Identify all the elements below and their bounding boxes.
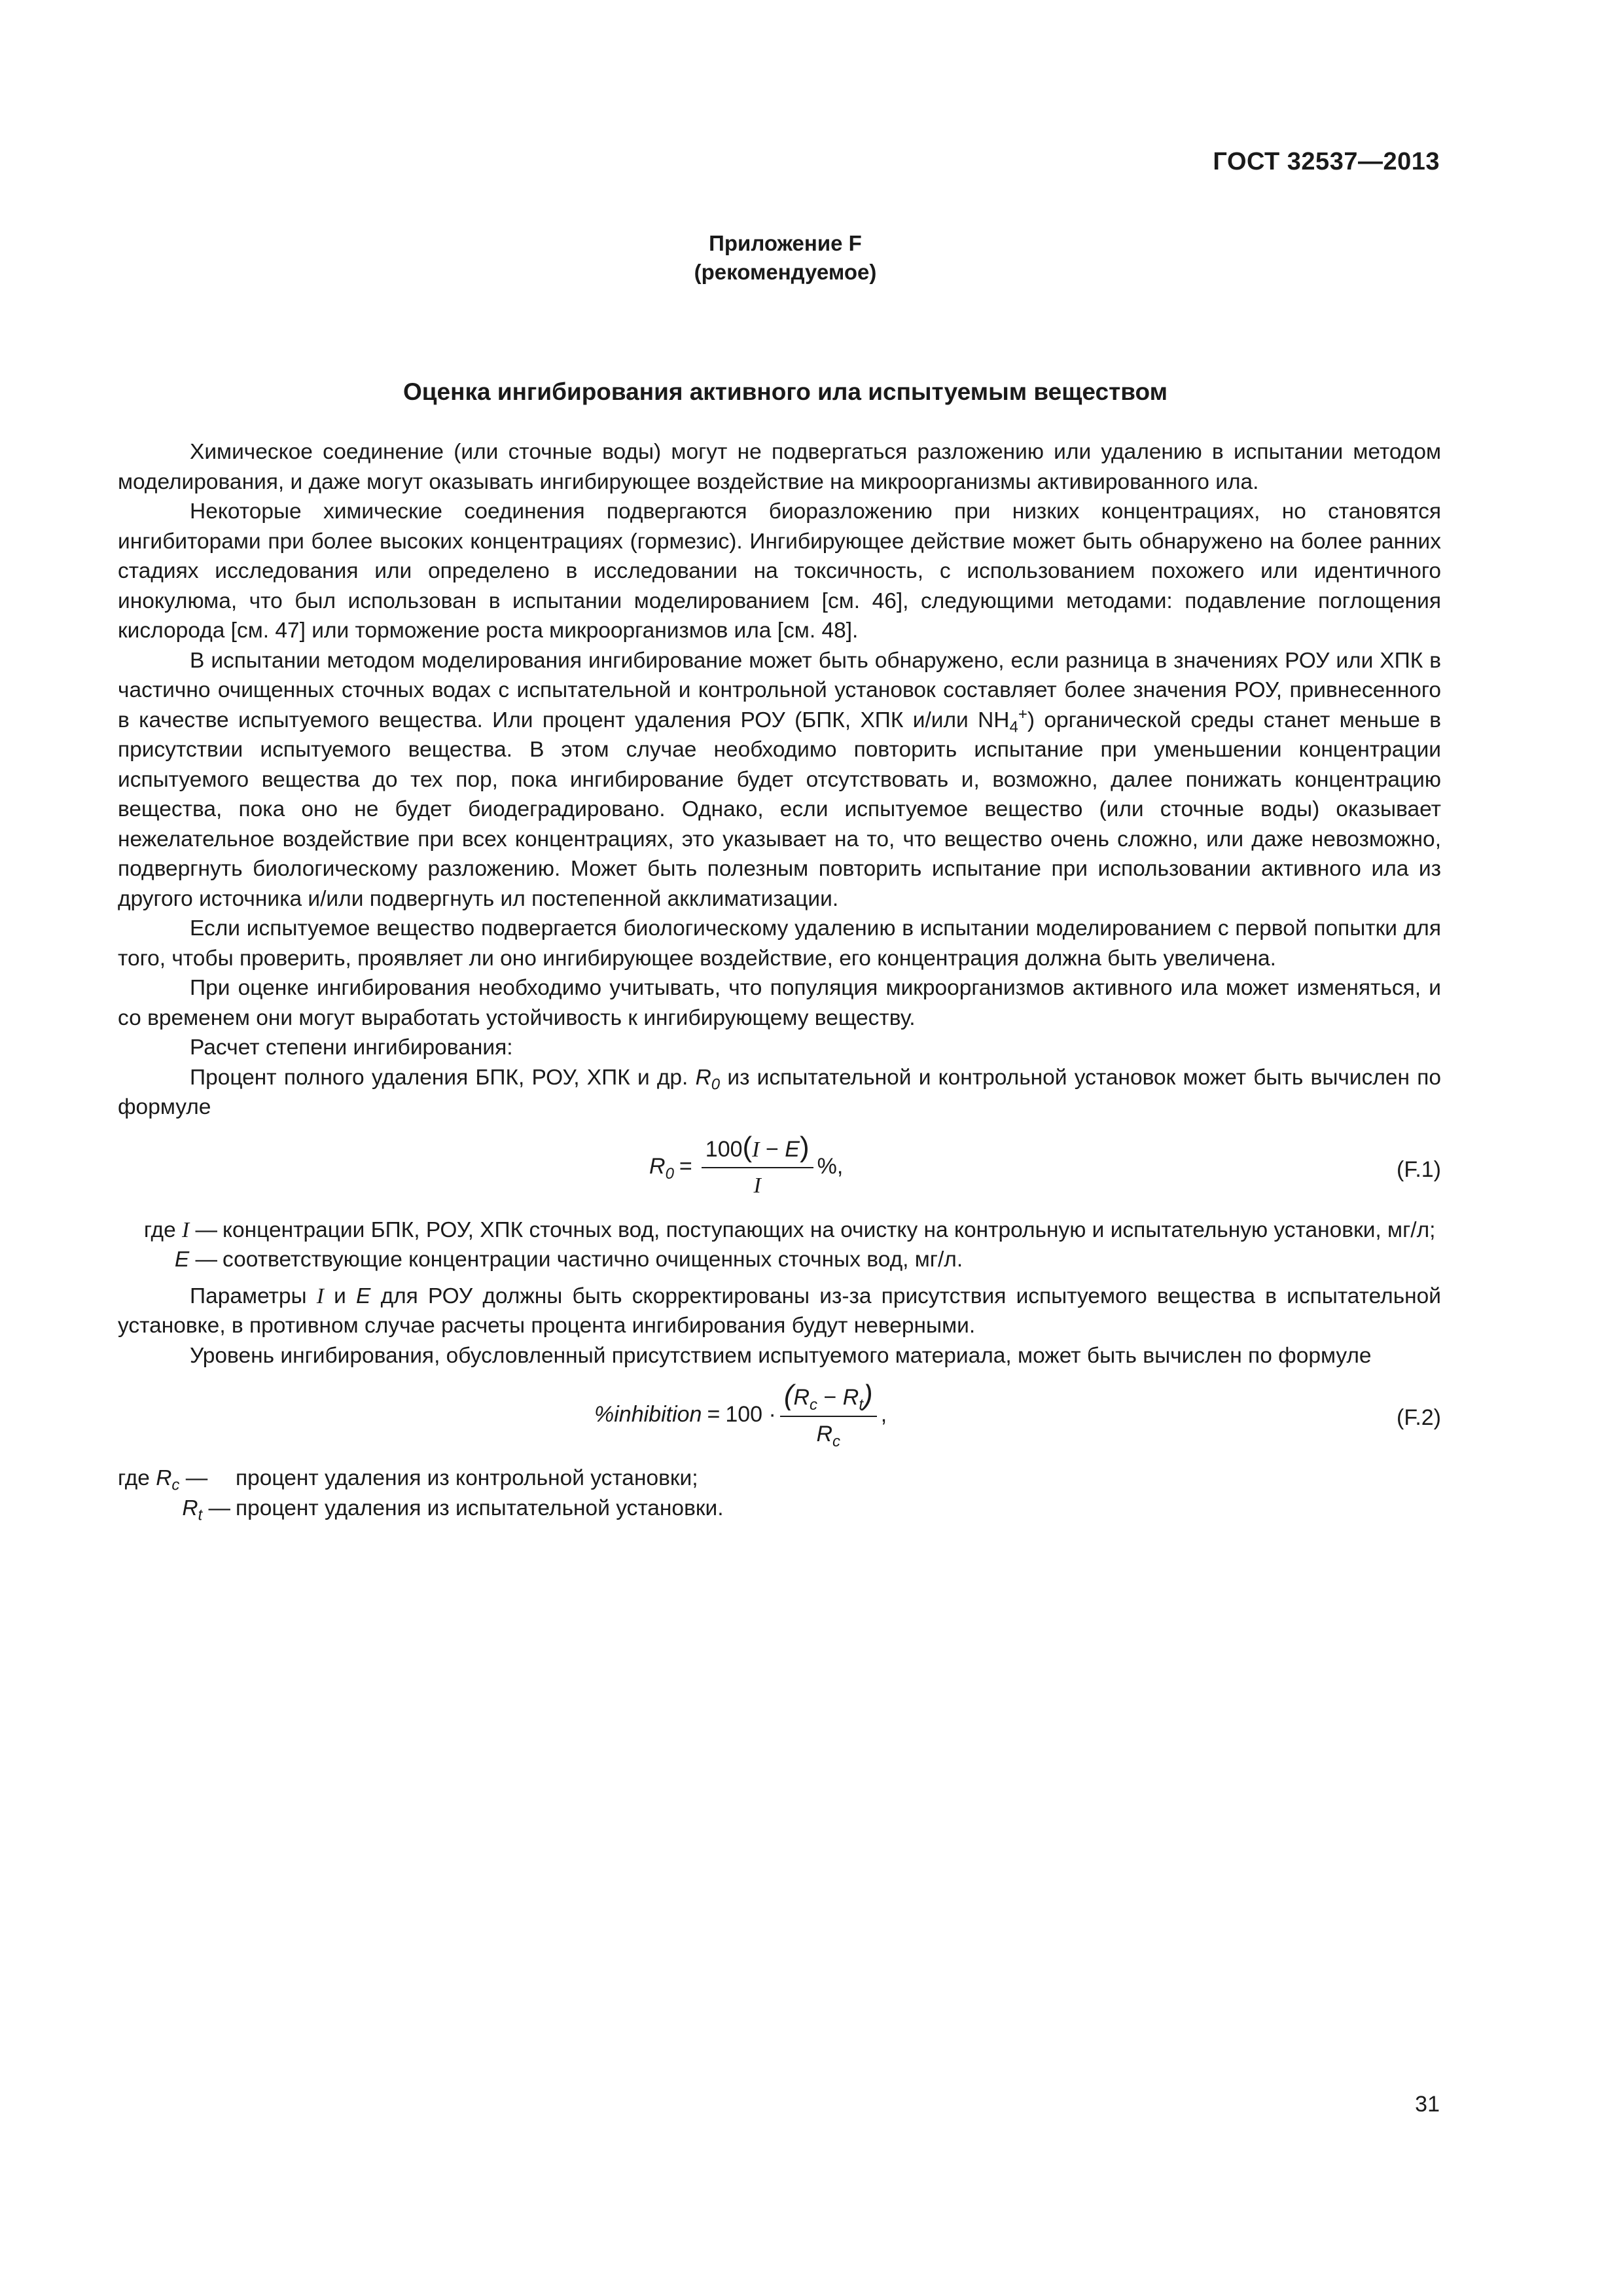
- paragraph: Процент полного удаления БПК, РОУ, ХПК и др. $R_0$ из испытательной и контрольной установок может быть вычислен по формуле: [118, 1065, 1441, 1119]
- paragraph: Уровень ингибирования, обусловленный присутствием испытуемого материала, может быть вычислен по формуле: [190, 1343, 1372, 1368]
- paragraph: В испытании методом моделирования ингибирование может быть обнаружено, если разница в значениях РОУ или ХПК в частично очищенных сточных водах с испытательной и контрольной установок составляет более значения РОУ, привнесенного в качестве испытуемого вещества. Или процент удаления РОУ (БПК, ХПК и/или $NH_4^+$) органической среды станет меньше в присутствии испытуемого вещества. В этом случае необходимо повторить испытание при уменьшении концентрации испытуемого вещества до тех пор, пока ингибирование будет отсутствовать и, возможно, далее понижать концентрацию вещества, пока оно не будет биодеградировано. Однако, если испытуемое вещество (или сточные воды) оказывает нежелательное воздействие при всех концентрациях, это указывает на то, что вещество очень сложно, или даже невозможно, подвергнуть биологическому разложению. Может быть полезным повторить испытание при использовании активного ила из другого источника и/или подвергнуть ил постепенной акклиматизации.: [118, 648, 1441, 911]
- paragraph: Параметры I и E для РОУ должны быть скорректированы из-за присутствия испытуемого вещества в испытательной установке, в противном случае расчеты процента ингибирования будут неверными.: [118, 1283, 1441, 1338]
- symbol-r0: $R_0$: [695, 1065, 721, 1094]
- formula-f1: $R_0$ = $\frac{100(I - E)}{I}$ %, (F.1): [118, 1132, 1441, 1202]
- fraction: $\frac{(R_c - R_t)}{R_c}$: [780, 1381, 877, 1449]
- standard-number: ГОСТ 32537—2013: [1213, 148, 1440, 175]
- where-list: [118, 1215, 1441, 1275]
- where-item: где $R_c$ — процент удаления из контрольной установки;: [118, 1466, 698, 1494]
- paragraph: Если испытуемое вещество подвергается биологическому удалению в испытании моделированием с первой попытки для того, чтобы проверить, проявляет ли оно ингибирующее воздействие, его концентрация должна быть увеличена.: [118, 916, 1441, 971]
- appendix-label: Приложение F: [709, 231, 862, 255]
- formula-f2: %inhibition = 100 · $\frac{(R_c - R_t)}{R_c}$ , (F.2): [594, 1379, 1441, 1450]
- where-list: [118, 1463, 1441, 1523]
- formula-number: (F.1): [1397, 1157, 1441, 1182]
- paragraph: Химическое соединение (или сточные воды) могут не подвергаться разложению или удалению в испытании методом моделирования, и даже могут оказывать ингибирующее воздействие на микроорганизмы активированного ила.: [118, 440, 1441, 494]
- paragraph: При оценке ингибирования необходимо учитывать, что популяция микроорганизмов активного ила может изменяться, и со временем они могут выработать устойчивость к ингибирующему веществу.: [118, 976, 1441, 1030]
- paragraph: Некоторые химические соединения подвергаются биоразложению при низких концентрациях, но становятся ингибиторами при более высоких концентрациях (гормезис). Ингибирующее действие может быть обнаружено на более ранних стадиях исследования или определено в исследовании на токсичность, с использованием похожего или идентичного инокулюма, что был использован в испытании моделированием [см. 46], следующими методами: подавление поглощения кислорода [см. 47] или торможение роста микроорганизмов ила [см. 48].: [118, 499, 1441, 643]
- where-item: где I — концентрации БПК, РОУ, ХПК сточных вод, поступающих на очистку на контрольную и испытательную установки, мг/л;: [143, 1217, 1436, 1242]
- appendix-status: (рекомендуемое): [694, 260, 877, 284]
- where-item: E — соответствующие концентрации частично очищенных сточных вод, мг/л.: [174, 1247, 963, 1272]
- appendix-heading: [118, 229, 1453, 287]
- formula-number: (F.2): [1397, 1405, 1441, 1430]
- body-text: [118, 437, 1441, 1530]
- where-item: $R_t$ — процент удаления из испытательной установки.: [182, 1496, 724, 1524]
- paragraph: Расчет степени ингибирования:: [190, 1035, 513, 1060]
- section-title: Оценка ингибирования активного ила испытуемым веществом: [403, 378, 1168, 405]
- page-number: 31: [1415, 2092, 1440, 2117]
- fraction: $\frac{100(I - E)}{I}$: [702, 1133, 813, 1201]
